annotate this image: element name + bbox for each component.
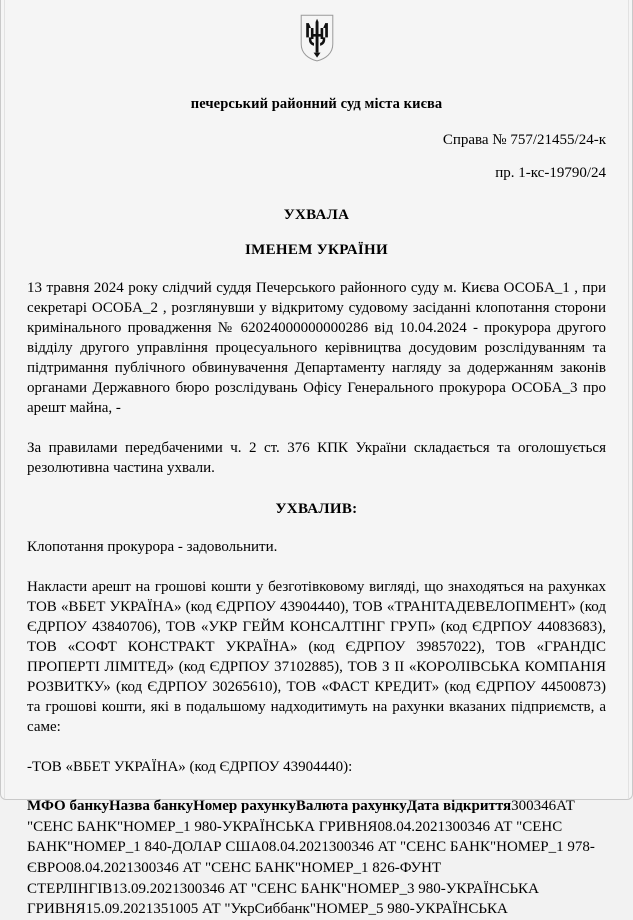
paragraph-company-heading: -ТОВ «ВБЕТ УКРАЇНА» (код ЄДРПОУ 43904440): (27, 758, 353, 775)
heading-ruled: УХВАЛИВ: (275, 501, 358, 518)
proceeding-number: пр. 1-кс-19790/24 (495, 165, 606, 181)
emblem-container (27, 10, 606, 68)
ukrainian-coat-of-arms-trident-icon (300, 14, 334, 62)
bank-accounts-table-header: МФО банкуНазва банкуНомер рахункуВалюта рахункуДата відкриття (27, 797, 512, 814)
page-title: печерський районний суд міста києва (190, 96, 443, 112)
bank-accounts-table-body: 300346АТ "СЕНС БАНК"НОМЕР_1 980-УКРАЇНСЬКА ГРИВНЯ08.04.2021300346 АТ "СЕНС БАНК"НОМЕР_1 840-ДОЛАР США08.04.2021300346 АТ "СЕНС БАНК"НОМЕР_1 978-ЄВРО08.04.2021300346 АТ "СЕНС БАНК"НОМЕР_1 826-ФУНТ СТЕРЛІНГІВ13.09.2021300346 АТ "СЕНС БАНК"НОМЕР_3 980-УКРАЇНСЬКА ГРИВНЯ15.09.2021351005 АТ "УкрСиббанк"НОМЕР_5 980-УКРАЇНСЬКА (27, 797, 595, 918)
paragraph-seizure-order: Накласти арешт на грошові кошти у безготівковому вигляді, що знаходяться на рахунках ТОВ «ВБЕТ УКРАЇНА» (код ЄДРПОУ 43904440), ТОВ «ТРАНІТАДЕВЕЛОПМЕНТ» (код ЄДРПОУ 43840706), ТОВ «УКР ГЕЙМ КОНСАЛТІНГ ГРУП» (код ЄДРПОУ 44083683), ТОВ «СОФТ КОНСТРАКТ УКРАЇНА» (код ЄДРПОУ 39857022), ТОВ «ГРАНДІС ПРОПЕРТІ ЛІМІТЕД» (код ЄДРПОУ 37102885), ТОВ З ІІ «КОРОЛІВСЬКА КОМПАНІЯ РОЗВИТКУ» (код ЄДРПОУ 30265610), ТОВ «ФАСТ КРЕДИТ» (код ЄДРПОУ 44500873) та грошові кошти, які в подальшому надходитимуть на рахунки вказаних підприємств, а саме: (27, 579, 606, 735)
bank-accounts-table-text (27, 796, 606, 920)
case-number: Справа № 757/21455/24-к (442, 132, 606, 148)
paragraph-intro: 13 травня 2024 року слідчий суддя Печерського районного суду м. Києва ОСОБА_1 , при секретарі ОСОБА_2 , розглянувши у відкритому судовому засіданні клопотання сторони кримінального провадження № 62024000000000286 від 10.04.2024 - прокурора другого відділу другого управління процесуального керівництва досудовим розслідуванням та підтримання публічного обвинувачення Департаменту нагляду за додержанням законів органами Державного бюро розслідувань Офісу Генерального прокурора ОСОБА_3 про арешт майна, - (27, 280, 606, 416)
paragraph-procedural-rules: За правилами передбаченими ч. 2 ст. 376 КПК України складається та оголошується резолютивна частина ухвали. (27, 439, 606, 476)
heading-in-name-of-ukraine: ІМЕНЕМ УКРАЇНИ (245, 242, 388, 258)
heading-decision: УХВАЛА (283, 207, 350, 223)
paragraph-motion-granted: Клопотання прокурора - задовольнити. (27, 539, 278, 556)
